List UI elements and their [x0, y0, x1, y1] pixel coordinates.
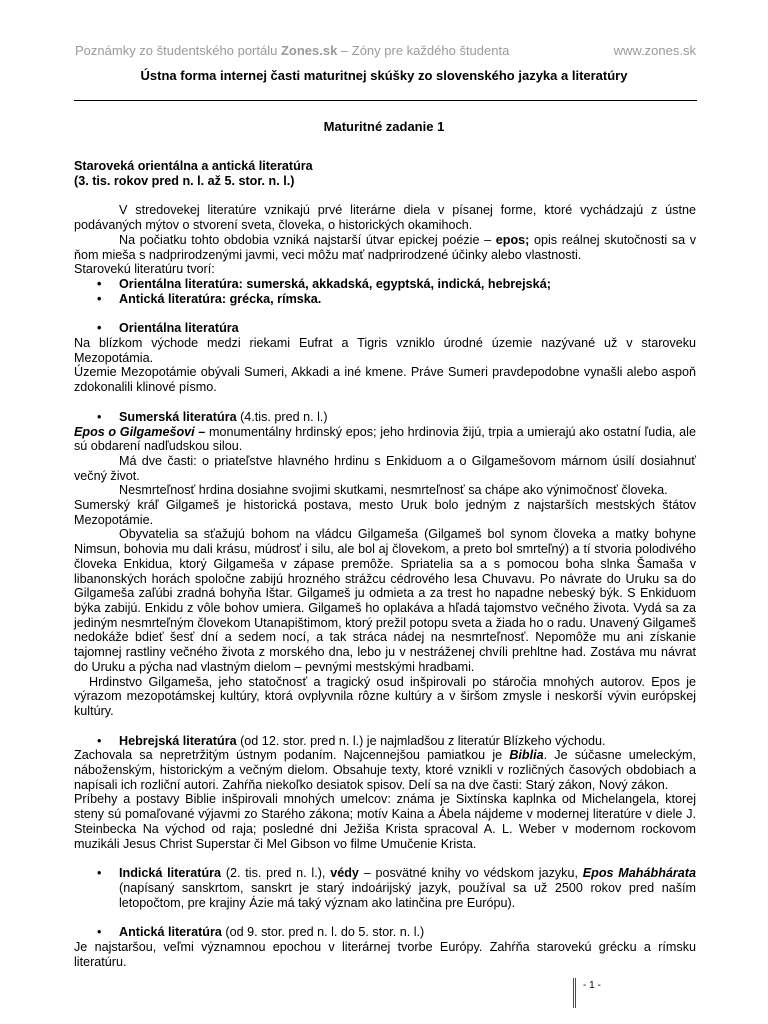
- list-item: • Antická literatúra: grécka, rímska.: [74, 292, 696, 307]
- header-suffix: – Zóny pre každého študenta: [337, 43, 510, 58]
- sumer-paragraph-4: Sumerský kráľ Gilgameš je historická postava, mesto Uruk bolo jedným z najstarších mestských štátov Mezopotámie.: [74, 498, 696, 527]
- section-title: Staroveká orientálna a antická literatúra: [74, 159, 313, 173]
- document-title: Ústna forma internej časti maturitnej skúšky zo slovenského jazyka a literatúry: [140, 68, 628, 83]
- page-header: [75, 43, 696, 58]
- sumer-paragraph-5: Obyvatelia sa sťažujú bohom na vládcu Gilgameša (Gilgameš bol synom človeka a matky bohyne Nimsun, bohovia mu dali krásu, múdrosť i silu, ale bol aj človekom, a preto bol smrteľný) a tí stvoria polodivého človeka Enkidua, ktorý Gilgameša v zápase premôže. Spriatelia sa a s pomocou boha slnka Šamaša v libanonských horách spoločne zabijú hrozného strážcu cédrového lesa Chuvavu. Po návrate do Uruku sa do Gilgameša zaľúbi zradná bohyňa Ištar. Gilgameš ju odmieta a za trest ho napadne nebeský býk. S Enkiduom býka zabijú. Enkidu z vôle bohov umiera. Gilgameš ho oplakáva a hľadá tajomstvo večného života. Vydá sa za jediným nesmrteľným človekom Utanapištimom, ktorý prežil potopu sveta a žiada ho o radu. Unavený Gilgameš nedokáže bdieť šesť dní a sedem nocí, a tak stráca nádej na nesmrteľnosť. Nepomôže mu ani získanie tajomnej rastliny večného života z morského dna, lebo ju v nestráženej chvíli prehltne had. Zostáva mu návrat do Uruku a pýcha nad vlastným dielom – pevnými mestskými hradbami.: [74, 527, 696, 674]
- intro-paragraph-2: Na počiatku tohto obdobia vzniká najstarší útvar epickej poézie – epos; opis reálnej skutočnosti sa v ňom mieša s nadprirodzenými javmi, veci môžu mať nadprirodzené účinky alebo vlastnosti.: [74, 232, 696, 262]
- section-period: (3. tis. rokov pred n. l. až 5. stor. n. l.): [74, 173, 295, 188]
- hebrew-paragraph-1: Zachovala sa nepretržitým ústnym podaním. Najcennejšou pamiatkou je Biblia. Je súčasne umeleckým, náboženským, historickým a večným dielom. Obsahuje texty, ktoré vznikli v rozličných časových obdobiach a napísali ich rozliční autori. Zahŕňa niekoľko desiatok spisov. Delí sa na dve časti: Starý zákon, Nový zákon.: [74, 748, 696, 792]
- heading-orient: • Orientálna literatúra: [74, 321, 696, 336]
- heading-sumer: • Sumerská literatúra (4.tis. pred n. l.): [74, 410, 696, 425]
- antic-paragraph: Je najstaršou, veľmi významnou epochou v literárnej tvorbe Európy. Zahŕňa starovekú grécku a rímsku literatúru.: [74, 940, 696, 969]
- header-site-name: Zones.sk: [280, 43, 338, 58]
- intro-paragraph-3: Starovekú literatúru tvorí:: [74, 262, 215, 277]
- page-number: - 1 -: [583, 980, 601, 991]
- heading-antic: • Antická literatúra (od 9. stor. pred n. l. do 5. stor. n. l.): [74, 925, 696, 940]
- header-url: www.zones.sk: [613, 43, 696, 58]
- list-item: • Orientálna literatúra: sumerská, akkadská, egyptská, indická, hebrejská;: [74, 277, 696, 292]
- sumer-paragraph-2: Má dve časti: o priateľstve hlavného hrdinu s Enkiduom a o Gilgamešovom márnom úsilí dosiahnuť večný život.: [74, 453, 696, 483]
- sumer-paragraph-1: Epos o Gilgamešovi – monumentálny hrdinský epos; jeho hrdinovia žijú, trpia a umierajú ako ostatní ľudia, ale sú obdarení nadľudskou silou.: [74, 424, 696, 454]
- orient-paragraph-2: Územie Mezopotámie obývali Sumeri, Akkadi a iné kmene. Práve Sumeri pravdepodobne vynašli alebo aspoň zdokonalili klinové písmo.: [74, 365, 696, 395]
- page-number-bar: [573, 978, 576, 1008]
- header-prefix: Poznámky zo študentského portálu: [75, 43, 281, 58]
- assignment-title: Maturitné zadanie 1: [323, 119, 445, 134]
- document-body: [74, 159, 696, 969]
- title-rule: [74, 100, 697, 101]
- orient-paragraph-1: Na blízkom východe medzi riekami Eufrat a Tigris vzniklo úrodné územie nazývané už v staroveku Mezopotámia.: [74, 336, 696, 365]
- hebrew-paragraph-2: Príbehy a postavy Biblie inšpirovali mnohých umelcov: známa je Sixtínska kaplnka od Michelangela, ktorej steny sú pomaľované výjavmi zo Starého zákona; motív Kaina a Ábela nájdeme v modernej literatúre v diele J. Steinbecka Na východ od raja; posledné dni Ježiša Krista spracoval A. L. Weber v modernom rockovom muzikáli Jesus Christ Superstar či Mel Gibson vo filme Umučenie Krista.: [74, 792, 696, 851]
- sumer-paragraph-3: Nesmrteľnosť hrdina dosiahne svojimi skutkami, nesmrteľnosť sa chápe ako výnimočnosť človeka.: [119, 483, 668, 498]
- intro-paragraph-1: V stredovekej literatúre vznikajú prvé literárne diela v písanej forme, ktoré vychádzajú z ústne podávaných mýtov o stvorení sveta, človeka, o historických okamihoch.: [74, 203, 696, 233]
- heading-hebrew: • Hebrejská literatúra (od 12. stor. pred n. l.) je najmladšou z literatúr Blízkeho východu.: [74, 734, 696, 749]
- heading-indic: • Indická literatúra (2. tis. pred n. l.), védy – posvätné knihy vo védskom jazyku, Epos Mahábhárata (napísaný sanskrtom, sanskrt je starý indoárijský jazyk, používal sa už 2500 rokov pred naším letopočtom, pre krajiny Ázie má taký význam ako latinčina pre Európu).: [74, 866, 696, 910]
- sumer-paragraph-6: Hrdinstvo Gilgameša, jeho statočnosť a tragický osud inšpirovali po stáročia mnohých autorov. Epos je výrazom mezopotámskej kultúry, ktorá ovplyvnila rôzne kultúry a v širšom zmysle i neskorší vývin európskej kultúry.: [74, 674, 696, 718]
